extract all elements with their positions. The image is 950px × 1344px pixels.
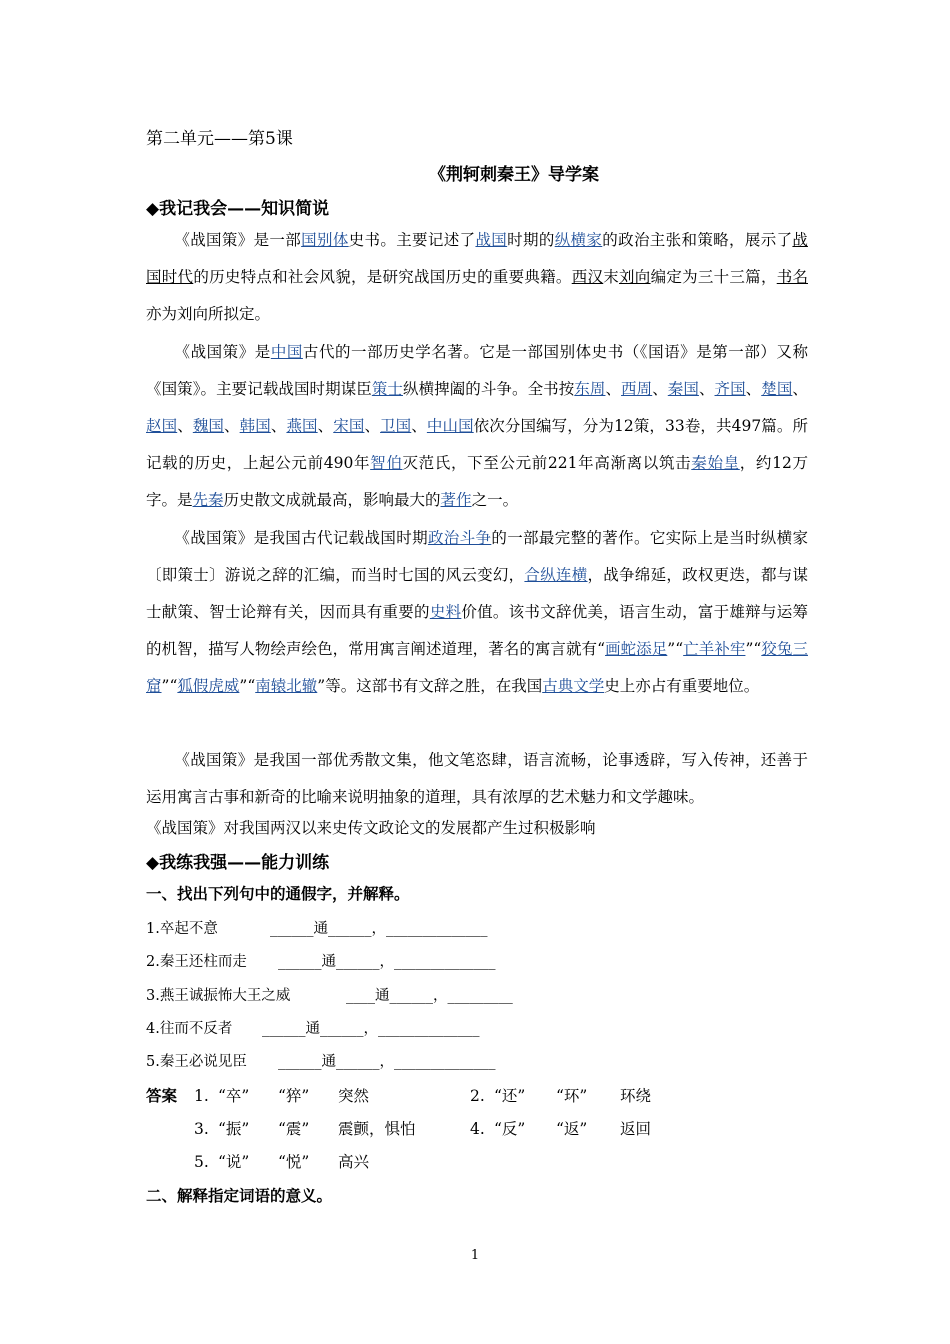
question-label: 3.燕王诚振怖大王之威 bbox=[146, 988, 291, 1004]
term-link[interactable]: 政治斗争 bbox=[427, 529, 492, 547]
paragraph-3 bbox=[146, 520, 808, 705]
question-item bbox=[146, 1050, 496, 1071]
term-link[interactable]: 狡兔三窟 bbox=[146, 640, 808, 695]
answer-item bbox=[470, 1084, 651, 1106]
term-link[interactable]: 狐假虎威 bbox=[177, 677, 240, 695]
answer-number: 4. bbox=[470, 1120, 485, 1138]
text-run: 时期的 bbox=[507, 231, 555, 249]
answer-meaning: 返回 bbox=[620, 1120, 652, 1138]
term-link[interactable]: 策士 bbox=[371, 380, 403, 398]
term-link[interactable]: 秦始皇 bbox=[691, 454, 740, 472]
answer-original: “环” bbox=[556, 1087, 588, 1105]
term-link[interactable]: 中国 bbox=[270, 343, 303, 361]
term-link[interactable]: 魏国 bbox=[192, 417, 225, 435]
text-run: 古代的一部历史学名著。它是一部国别体史书（《国语》是第一部）又称《国策》。主要记载战国时期谋臣 bbox=[146, 343, 808, 398]
text-run: 、 bbox=[317, 417, 334, 435]
unit-label: 第二单元——第5课 bbox=[146, 129, 293, 149]
text-run: 的历史特点和社会风貌，是研究战国历史的重要典籍。 bbox=[193, 268, 572, 286]
question-blank[interactable]: ______通______，______________ bbox=[278, 1054, 496, 1070]
term-link[interactable]: 画蛇添足 bbox=[605, 640, 668, 658]
text-run: 、 bbox=[270, 417, 287, 435]
text-run: 《战国策》是一部 bbox=[174, 231, 302, 249]
paragraph-4 bbox=[146, 742, 808, 816]
answer-item bbox=[194, 1084, 369, 1106]
term-link[interactable]: 亡羊补牢 bbox=[683, 640, 746, 658]
question-label: 4.往而不反者 bbox=[146, 1021, 233, 1037]
answer-original: “悦” bbox=[278, 1153, 310, 1171]
term-link[interactable]: 国别体 bbox=[301, 231, 349, 249]
text-run: ”“ bbox=[161, 677, 178, 695]
text-run: 、 bbox=[698, 380, 715, 398]
term-link[interactable]: 战国 bbox=[475, 231, 508, 249]
text-run: 编定为三十三篇， bbox=[650, 268, 777, 286]
text-run: 、 bbox=[745, 380, 762, 398]
text-run: 、 bbox=[792, 380, 808, 398]
answer-char: “卒” bbox=[218, 1087, 250, 1105]
text-run: 、 bbox=[605, 380, 622, 398]
text-run: 、 bbox=[364, 417, 381, 435]
answer-original: “返” bbox=[556, 1120, 588, 1138]
term-link[interactable]: 东周 bbox=[574, 380, 606, 398]
text-run: 末 bbox=[603, 268, 620, 286]
text-run: ”等。这部书有文辞之胜，在我国 bbox=[317, 677, 543, 695]
text-run: 《战国策》是 bbox=[174, 343, 271, 361]
answer-original: “震” bbox=[278, 1120, 310, 1138]
text-run: ，战争绵延，政权更迭，都与谋士献策、智士论辩有关，因而具有重要的 bbox=[146, 566, 808, 621]
answer-char: “反” bbox=[494, 1120, 526, 1138]
answer-number: 3. bbox=[194, 1120, 209, 1138]
underlined-term: 战国时代 bbox=[146, 231, 808, 286]
answer-number: 5. bbox=[194, 1153, 209, 1171]
answer-char: “说” bbox=[218, 1153, 250, 1171]
text-run: 史上亦占有重要地位。 bbox=[604, 677, 760, 695]
answer-meaning: 高兴 bbox=[338, 1153, 370, 1171]
term-link[interactable]: 燕国 bbox=[286, 417, 318, 435]
term-link[interactable]: 卫国 bbox=[380, 417, 412, 435]
answer-number: 1. bbox=[194, 1087, 209, 1105]
page-number: 1 bbox=[470, 1248, 480, 1263]
paragraph-2 bbox=[146, 334, 808, 519]
text-run: 之一。 bbox=[471, 491, 519, 509]
text-run: ，约12万字。是 bbox=[146, 454, 808, 509]
answer-char: “还” bbox=[494, 1087, 526, 1105]
answer-original: “猝” bbox=[278, 1087, 310, 1105]
term-link[interactable]: 秦国 bbox=[667, 380, 699, 398]
answer-item bbox=[470, 1117, 651, 1139]
term-link[interactable]: 楚国 bbox=[761, 380, 793, 398]
exercise-1-heading: 一、找出下列句中的通假字，并解释。 bbox=[146, 885, 410, 903]
text-run: 价值。该书文辞优美，语言生动，富于雄辩与运筹的机智，描写人物绘声绘色，常用寓言阐述道理，著名的寓言就有“ bbox=[146, 603, 808, 658]
answer-label: 答案 bbox=[146, 1087, 178, 1105]
term-link[interactable]: 纵横家 bbox=[554, 231, 603, 249]
answer-meaning: 震颤，惧怕 bbox=[338, 1120, 416, 1138]
question-label: 1.卒起不意 bbox=[146, 921, 218, 937]
text-run: 、 bbox=[177, 417, 193, 435]
term-link[interactable]: 著作 bbox=[440, 491, 472, 509]
page-title: 《荆轲刺秦王》导学案 bbox=[429, 165, 599, 185]
answer-meaning: 突然 bbox=[338, 1087, 370, 1105]
term-link[interactable]: 先秦 bbox=[192, 491, 224, 509]
question-label: 5.秦王必说见臣 bbox=[146, 1054, 247, 1070]
term-link[interactable]: 赵国 bbox=[146, 417, 178, 435]
underlined-term: 书名 bbox=[776, 268, 808, 286]
text-run: 《战国策》是我国古代记载战国时期 bbox=[174, 529, 428, 547]
text-run: 、 bbox=[224, 417, 240, 435]
answer-meaning: 环绕 bbox=[620, 1087, 652, 1105]
underlined-term: 西汉 bbox=[571, 268, 604, 286]
text-run: ”“ bbox=[745, 640, 762, 658]
text-run: 史书。主要记述了 bbox=[348, 231, 476, 249]
term-link[interactable]: 韩国 bbox=[239, 417, 271, 435]
question-item bbox=[146, 984, 513, 1005]
question-blank[interactable]: ____通______，_________ bbox=[346, 988, 513, 1004]
text-run: ”“ bbox=[667, 640, 684, 658]
section-heading-training: ◆我练我强——能力训练 bbox=[146, 853, 330, 873]
text-run: 历史散文成就最高，影响最大的 bbox=[223, 491, 441, 509]
answer-item bbox=[194, 1150, 369, 1172]
question-item bbox=[146, 950, 496, 971]
exercise-2-heading: 二、解释指定词语的意义。 bbox=[146, 1187, 333, 1205]
underlined-term: 刘向 bbox=[619, 268, 651, 286]
text-run: 的政治主张和策略，展示了 bbox=[602, 231, 793, 249]
section-heading-knowledge: ◆我记我会——知识简说 bbox=[146, 199, 330, 219]
question-item bbox=[146, 1017, 480, 1038]
term-link[interactable]: 西周 bbox=[621, 380, 653, 398]
question-item bbox=[146, 917, 488, 938]
term-link[interactable]: 史料 bbox=[429, 603, 462, 621]
answer-item bbox=[194, 1117, 416, 1139]
paragraph-5: 《战国策》对我国两汉以来史传文政论文的发展都产生过积极影响 bbox=[146, 819, 596, 837]
term-link[interactable]: 智伯 bbox=[370, 454, 403, 472]
paragraph-1 bbox=[146, 222, 808, 333]
text-run: ”“ bbox=[239, 677, 256, 695]
term-link[interactable]: 宋国 bbox=[333, 417, 365, 435]
text-run: 纵横捭阖的斗争。全书按 bbox=[403, 380, 575, 398]
text-run: 灭范氏，下至公元前221年高渐离以筑击 bbox=[402, 454, 692, 472]
text-run: 亦为刘向所拟定。 bbox=[146, 305, 271, 323]
term-link[interactable]: 中山国 bbox=[426, 417, 474, 435]
text-run: 、 bbox=[411, 417, 427, 435]
question-blank[interactable]: ______通______，______________ bbox=[278, 954, 496, 970]
text-run: 的一部最完整的著作。它实际上是当时纵横家〔即策士〕游说之辞的汇编，而当时七国的风云变幻， bbox=[146, 529, 808, 584]
answer-char: “振” bbox=[218, 1120, 250, 1138]
paragraph-4-text: 《战国策》是我国一部优秀散文集，他文笔恣肆，语言流畅，论事透辟，写入传神，还善于运用寓言古事和新奇的比喻来说明抽象的道理，具有浓厚的艺术魅力和文学趣味。 bbox=[146, 751, 808, 806]
term-link[interactable]: 合纵连横 bbox=[524, 566, 588, 584]
term-link[interactable]: 齐国 bbox=[714, 380, 746, 398]
question-blank[interactable]: ______通______，______________ bbox=[270, 921, 488, 937]
term-link[interactable]: 古典文学 bbox=[542, 677, 605, 695]
text-run: 、 bbox=[652, 380, 668, 398]
question-blank[interactable]: ______通______，______________ bbox=[262, 1021, 480, 1037]
answer-number: 2. bbox=[470, 1087, 485, 1105]
text-run: 依次分国编写，分为12策，33卷，共497篇。所记载的历史，上起公元前490年 bbox=[146, 417, 808, 472]
term-link[interactable]: 南辕北辙 bbox=[255, 677, 318, 695]
question-label: 2.秦王还柱而走 bbox=[146, 954, 247, 970]
